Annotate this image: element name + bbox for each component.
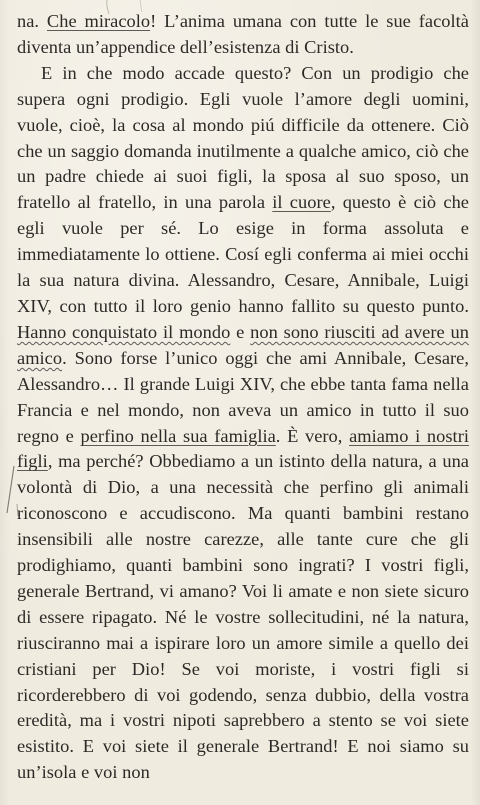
underlined-phrase: amiamo i nostri figli: [17, 425, 469, 472]
text-run: ! L’anima umana con tutte le sue facoltà diventa un’appendice dell’esistenza di Cristo.: [17, 11, 469, 57]
text-run: , questo è ciò che egli vuole per sé. Lo esige in forma assoluta e immediatamente lo ottiene. Cosí egli conferma ai miei occhi la sua natura divina. Alessandro, Cesare, Annibale, Luigi XIV, con tutto il loro genio hanno fallito su questo punto.: [17, 192, 469, 316]
book-text: [17, 9, 469, 786]
underlined-phrase: Che miracolo: [46, 11, 151, 31]
text-run: . È vero,: [275, 425, 350, 446]
paragraph-1: [17, 9, 469, 61]
text-run: , ma perché? Obbediamo a un istinto della natura, a una volontà di Dio, a una necessità che perfino gli animali riconoscono e accudiscono. Ma quanti bambini restano insensibili alle nostre carezze, alle tante cure che gli prodighiamo, quanti bambini sono ingrati? I vostri figli, generale Bertrand, vi amano? Voi li amate e non siete sicuro di essere ripagato. Né le vostre sollecitudini, né la natura, riusciranno mai a ispirare loro un amore simile a quello dei cristiani per Dio! Se voi moriste, i vostri figli si ricorderebbero di voi godendo, senza dubbio, della vostra eredità, ma i vostri nipoti saprebbero a stento se voi siete esistito. E voi siete il generale Bertrand! E noi siamo su un’isola e voi non: [17, 451, 469, 783]
text-run: na.: [17, 11, 47, 31]
underlined-phrase: perfino nella sua famiglia: [80, 425, 276, 446]
underlined-phrase: il cuore: [272, 192, 331, 213]
paragraph-2: [17, 61, 469, 786]
wavy-underlined-phrase: non sono riusciti ad avere un amico: [17, 321, 469, 368]
margin-slash-mark: [7, 466, 14, 513]
wavy-underlined-phrase: Hanno conquistato il mondo: [17, 321, 231, 342]
text-run: . Sono forse l’unico oggi che ami Annibale, Cesare, Alessandro… Il grande Luigi XIV, che ebbe tanta fama nella Francia e nel mondo, non aveva un amico in tutto il suo regno e: [17, 347, 469, 446]
text-run: E in che modo accade questo? Con un prodigio che supera ogni prodigio. Egli vuole l’amore degli uomini, vuole, cioè, la cosa al mondo piú difficile da ottenere. Ciò che un saggio domanda inutilmente a qualche amico, ciò che un padre chiede ai suoi figli, la sposa al suo sposo, un fratello al fratello, in una parola: [17, 62, 469, 213]
text-run: e: [230, 321, 251, 342]
